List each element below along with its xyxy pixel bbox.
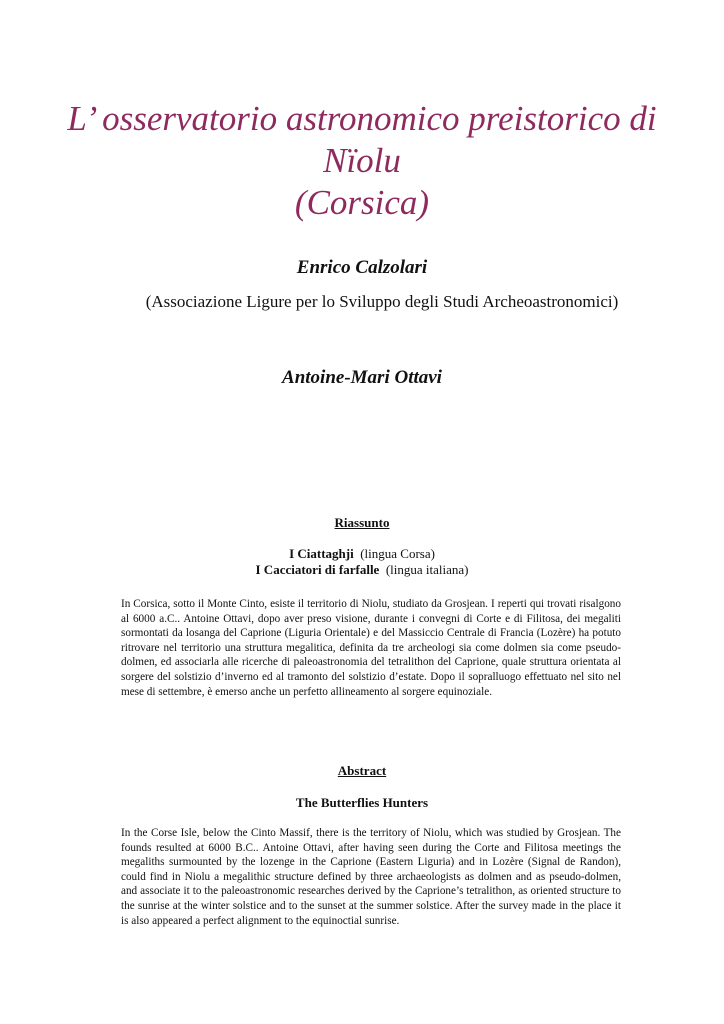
riassunto-subtitle-1-rest: (lingua Corsa) [360, 546, 435, 561]
riassunto-subtitle-1-bold: I Ciattaghji [289, 546, 354, 561]
paper-title [60, 98, 664, 224]
abstract-paragraph: In the Corse Isle, below the Cinto Massif, there is the territory of Niolu, which was studied by Grosjean. The founds resulted at 6000 B.C.. Antoine Ottavi, after having seen during the Corte and Filitosa meetings the megaliths surmounted by the lozenge in the Caprione (Eastern Liguria) and in Lozère (Signal de Randon), could find in Niolu a megalithic structure defined by three archaeologists as dolmen and as pseudo-dolmen, and associate it to the paleoastronomic researches derived by the Caprione’s tetralithon, as oriented structure to the sunrise at the winter solstice and to the sunset at the summer solstice. After the survey made in the place it is also appeared a perfect alignment to the equinoctial sunrise. [121, 827, 621, 927]
author-affiliation-1: (Associazione Ligure per lo Sviluppo degli Studi Archeoastronomici) [145, 292, 619, 311]
riassunto-subtitle-line-2 [0, 562, 724, 578]
riassunto-subtitle-2-rest: (lingua italiana) [385, 562, 469, 577]
riassunto-paragraph: In Corsica, sotto il Monte Cinto, esiste il territorio di Niolu, studiato da Grosjean. I reperti qui trovati risalgono al 6000 a.C.. Antoine Ottavi, dopo aver preso visione, durante i convegni di Corte e di Filitosa, dei megaliti sormontati da losanga del Caprione (Liguria Orientale) e del Massiccio Centrale di Francia (Lozère) ha potuto ritrovare nel territorio una struttura megalitica, definita da tre archeologi sia come dolmen sia come pseudo-dolmen, ed associarla alle ricerche di paleoastronomia del tetralithon del Caprione, quale struttura orientata al sorgere del solstizio d’inverno ed al tramonto del solstizio d’estate. Dopo il sopralluogo effettuato nel sito nel mese di settembre, è emerso anche un perfetto allineamento al sorgere equinoziale. [121, 598, 621, 698]
author-name-1: Enrico Calzolari [296, 257, 428, 278]
title-line-1: L’ osservatorio astronomico preistorico di Nïolu [67, 99, 657, 180]
riassunto-heading: Riassunto [334, 515, 390, 530]
title-line-2: (Corsica) [294, 183, 430, 222]
abstract-heading: Abstract [337, 763, 387, 778]
abstract-subtitle: The Butterflies Hunters [295, 795, 429, 810]
author-name-2: Antoine-Mari Ottavi [282, 367, 442, 388]
riassunto-subtitle-line-1 [0, 546, 724, 562]
riassunto-subtitle-2-bold: I Cacciatori di farfalle [255, 562, 380, 577]
